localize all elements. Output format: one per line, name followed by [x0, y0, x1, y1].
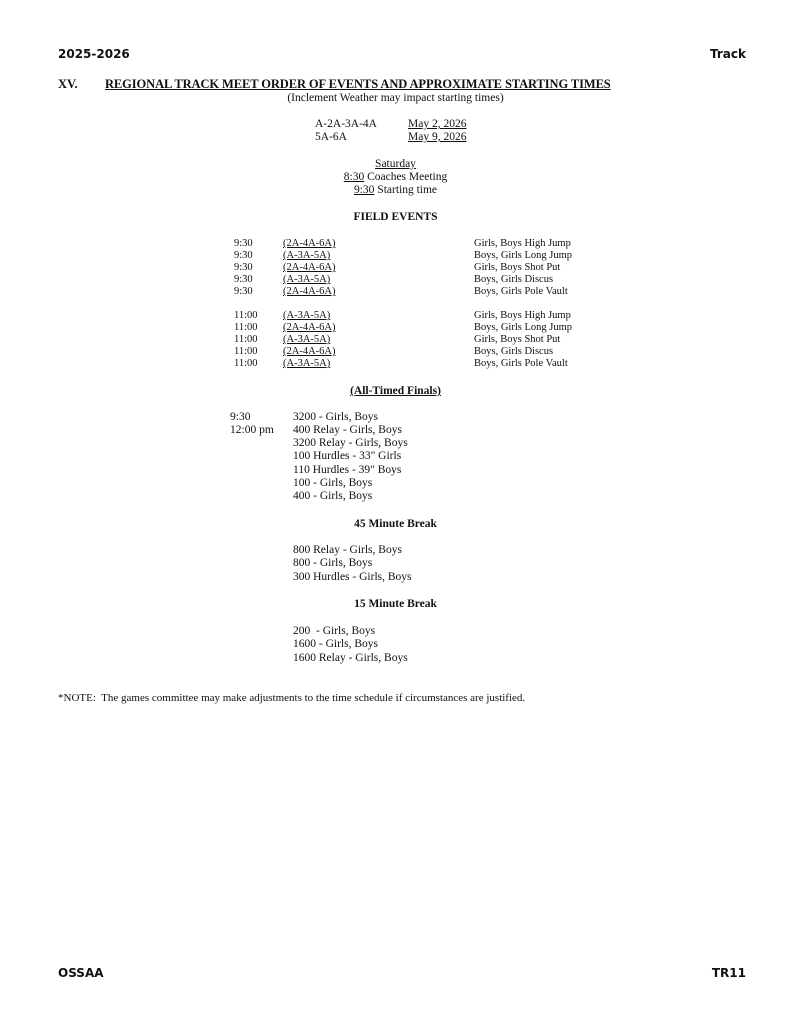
field-event-time: 9:30 [234, 286, 253, 297]
footer-org: OSSAA [58, 966, 104, 980]
field-event-time: 11:00 [234, 334, 258, 345]
running-event: 800 Relay - Girls, Boys [293, 544, 402, 556]
running-event: 3200 Relay - Girls, Boys [293, 437, 408, 449]
field-event-name: Boys, Girls Pole Vault [474, 358, 568, 369]
field-event-classes: (A-3A-5A) [283, 358, 331, 369]
field-event-name: Boys, Girls Long Jump [474, 250, 573, 261]
field-event-time: 9:30 [234, 262, 253, 273]
field-event-classes: (A-3A-5A) [283, 310, 331, 321]
running-event: 400 Relay - Girls, Boys [293, 424, 402, 436]
break-45-minute: 45 Minute Break [354, 518, 437, 530]
schedule-day-label: Saturday [375, 158, 416, 170]
section-title: REGIONAL TRACK MEET ORDER OF EVENTS AND APPROXIMATE STARTING TIMES [105, 77, 611, 91]
section-subtitle: (Inclement Weather may impact starting times) [287, 92, 504, 104]
field-event-classes: (A-3A-5A) [283, 334, 331, 345]
running-event: 300 Hurdles - Girls, Boys [293, 571, 412, 583]
field-event-name: Boys, Girls Discus [474, 274, 554, 285]
field-event-classes: (2A-4A-6A) [283, 322, 336, 333]
field-event-classes: (2A-4A-6A) [283, 286, 336, 297]
footer-page-code: TR11 [711, 966, 746, 980]
date-value-2: May 9, 2026 [408, 131, 467, 143]
running-event: 800 - Girls, Boys [293, 557, 373, 569]
field-event-name: Girls, Boys Shot Put [474, 334, 561, 345]
field-event-name: Girls, Boys Shot Put [474, 262, 561, 273]
break-15-minute: 15 Minute Break [354, 598, 437, 610]
field-event-time: 11:00 [234, 358, 258, 369]
running-event: 3200 - Girls, Boys [293, 411, 378, 423]
running-event: 100 - Girls, Boys [293, 477, 373, 489]
running-event: 1600 Relay - Girls, Boys [293, 652, 408, 664]
field-event-time: 11:00 [234, 310, 258, 321]
start-time: 9:30 [353, 184, 375, 196]
field-events-heading: FIELD EVENTS [353, 211, 438, 223]
field-event-name: Boys, Girls Discus [474, 346, 554, 357]
timed-finals-heading: (All-Timed Finals) [350, 385, 441, 397]
field-event-classes: (A-3A-5A) [283, 274, 331, 285]
field-event-classes: (2A-4A-6A) [283, 238, 336, 249]
running-event-time: 12:00 pm [230, 424, 274, 436]
section-number: XV. [58, 77, 78, 91]
date-classes-1: A-2A-3A-4A [315, 118, 377, 130]
field-event-time: 9:30 [234, 238, 253, 249]
field-event-time: 9:30 [234, 274, 253, 285]
header-sport: Track [710, 47, 746, 61]
field-event-classes: (2A-4A-6A) [283, 262, 336, 273]
field-event-classes: (A-3A-5A) [283, 250, 331, 261]
field-event-time: 11:00 [234, 322, 258, 333]
field-event-time: 9:30 [234, 250, 253, 261]
field-event-name: Girls, Boys High Jump [474, 310, 571, 321]
start-label: Starting time [374, 184, 438, 196]
running-event: 110 Hurdles - 39" Boys [293, 464, 402, 476]
field-event-name: Boys, Girls Long Jump [474, 322, 573, 333]
meeting-label: Coaches Meeting [364, 171, 448, 183]
field-event-classes: (2A-4A-6A) [283, 346, 336, 357]
header-year: 2025-2026 [58, 47, 130, 61]
coaches-meeting [0, 171, 791, 183]
date-classes-2: 5A-6A [315, 131, 347, 143]
meeting-time: 8:30 [343, 171, 365, 183]
date-value-1: May 2, 2026 [408, 118, 467, 130]
starting-time [0, 184, 791, 196]
running-event-time: 9:30 [230, 411, 251, 423]
footnote: *NOTE: The games committee may make adjustments to the time schedule if circumstances are justified. [58, 692, 526, 704]
running-event: 400 - Girls, Boys [293, 490, 373, 502]
running-event: 1600 - Girls, Boys [293, 638, 378, 650]
running-event: 200 - Girls, Boys [293, 625, 376, 637]
field-event-name: Girls, Boys High Jump [474, 238, 571, 249]
running-event: 100 Hurdles - 33" Girls [293, 450, 402, 462]
field-event-time: 11:00 [234, 346, 258, 357]
field-event-name: Boys, Girls Pole Vault [474, 286, 568, 297]
schedule-day [0, 158, 791, 170]
